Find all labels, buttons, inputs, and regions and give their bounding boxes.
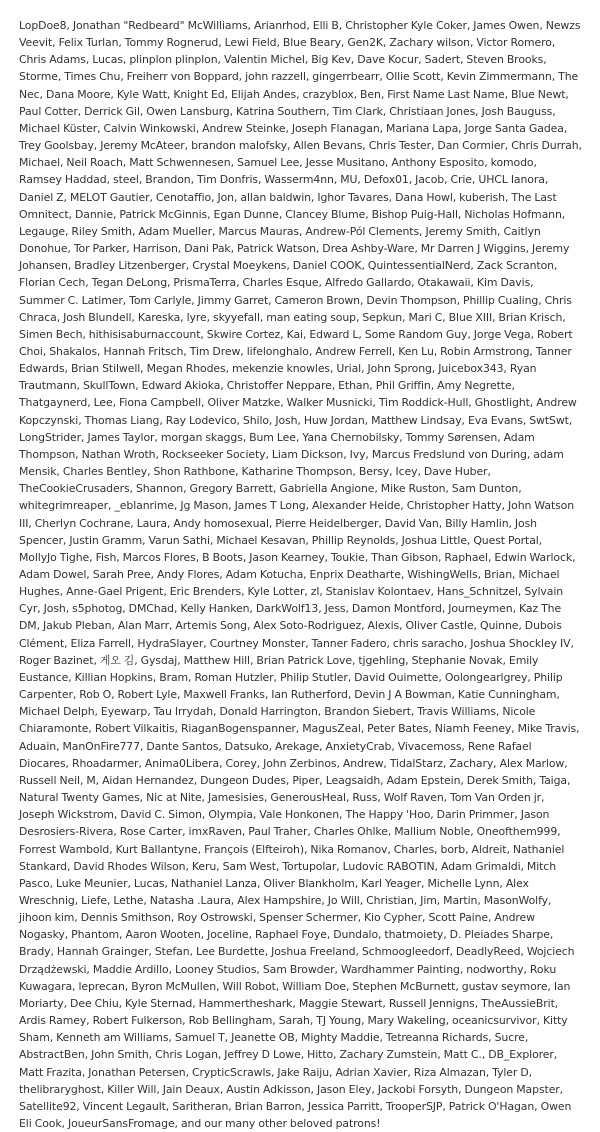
patron-list-paragraph: LopDoe8, Jonathan "Redbeard" McWilliams, Arianrhod, Elli B, Christopher Kyle Coker, James Owen, Newzs Veevit, Felix Turlan, Tommy Rognerud, Lewi Field, Blue Beary, Gen2K, Zachary wilson, Victor Romero, Chris Adams, Lucas, plinplon plinplon, Valentin Michel, Big Kev, Dave Kocur, Sadert, Steven Brooks, Storme, Times Chu, Freiherr von Boppard, john razzell, gingerrbearr, Ollie Scott, Kevin Zimmermann, The Nec, Dana Moore, Kyle Watt, Knight Ed, Elijah Andes, crazyblox, Ben, First Name Last Name, Blue Newt, Paul Cotter, Derrick Gil, Owen Lansburg, Katrina Southern, Tim Clark, Christiaan Jones, Josh Bauguss, Michael Küster, Calvin Winkowski, Andrew Steinke, Joseph Flanagan, Mariana Lapa, Jorge Santa Gadea, Trey Goolsbay, Jeremy McAteer, brandon malofsky, Allen Bevans, Chris Tester, Dan Cormier, Chris Durrah, Michael, Neil Roach, Matt Schwennesen, Samuel Lee, Jesse Musitano, Anthony Esposito, komodo, Ramsey Haddad, steel, Brandon, Tim Donfris, Wasserm4nn, MU, Defox01, Jacob, Crie, UHCL Ianora, Daniel Z, MELOT Gautier, Cenotaffio, Jon, allan baldwin, Ighor Tavares, Dana Howl, kuberish, The Last Omnitect, Dannie, Patrick McGinnis, Egan Dunne, Clancey Blume, Bishop Puig-Hall, Nicholas Hofmann, Legauge, Riley Smith, Adam Mueller, Marcus Mauras, Andrew-Pól Clements, Jeremy Smith, Caitlyn Donohue, Tor Parker, Harrison, Dani Pak, Patrick Watson, Drea Ashby-Ware, Mr Darren J Wiggins, Jeremy Johansen, Bradley Litzenberger, Crystal Moeykens, Daniel COOK, QuintessentialNerd, Zack Scranton, Florian Cech, Tegan DeLong, PrismaTerra, Charles Esque, Alfredo Gallardo, Otakawaii, Kim Davis, Summer C. Latimer, Tom Carlyle, Jimmy Garret, Cameron Brown, Devin Thompson, Phillip Cualing, Chris Chraca, Josh Blundell, Kareska, lyre, skyyefall, man eating soup, Sepkun, Mari C, Blue XIII, Brian Krisch, Simen Bech, hithisisaburnaccount, Skwire Cortez, Kai, Edward L, Some Random Guy, Jorge Vega, Robert Choi, Shakalos, Hannah Fritsch, Tim Drew, lifelonghalo, Andrew Ferrell, Ken Lu, Robin Armstrong, Tanner Edwards, Brian Stilwell, Megan Rhodes, mekenzie knowles, Urial, John Sprong, Juicebox343, Ryan Trautmann, SkullTown, Edward Akioka, Christoffer Neppare, Ethan, Phil Griffin, Amy Negrette, Thatgaynerd, Lee, Fiona Campbell, Oliver Matzke, Walker Musnicki, Tim Roddick-Hull, Ghostlight, Andrew Kopczynski, Thomas Liang, Ray Lodevico, Shilo, Josh, Huw Jordan, Matthew Lindsay, Eva Evans, SwtSwt, LongStrider, James Taylor, morgan skaggs, Bum Lee, Yana Chernobilsky, Tommy Sørensen, Adam Thompson, Nathan Wroth, Rockseeker Society, Liam Dickson, Ivy, Marcus Fredslund von During, adam Mensik, Charles Bentley, Shon Rathbone, Katharine Thompson, Bersy, Icey, Dave Huber, TheCookieCrusaders, Shannon, Gregory Barrett, Gabriella Angione, Mike Ruston, Sam Dunton, whitegrimreaper, _eblanrime, Jg Mason, James T Long, Alexander Heide, Christopher Hatty, John Watson III, Cherlyn Cochrane, Laura, Andy homosexual, Pierre Heidelberger, David Van, Billy Hamlin, Josh Spencer, Justin Gramm, Varun Sathi, Michael Kesavan, Phillip Reynolds, Joshua Little, Quest Portal, MollyJo Tighe, Fish, Marcos Flores, B Boots, Jason Kearney, Toukie, Than Gibson, Raphael, Edwin Warlock, Adam Dowel, Sarah Pree, Andy Flores, Adam Kotucha, Enprix Deatharte, WishingWells, Brian, Michael Hughes, Anne-Gael Prigent, Eric Brenders, Kyle Lotter, zl, Stanislav Kolontaev, Hans_Schnitzel, Sylvain Cyr, Josh, s5photog, DMChad, Kelly Hanken, DarkWolf13, Jess, Damon Montford, Journeymen, Kaz The DM, Jakub Pleban, Alan Marr, Artemis Song, Alex Soto-Rodriguez, Alexis, Oliver Castle, Quinne, Dubois Clément, Eliza Farrell, HydraSlayer, Courtney Monster, Tanner Fadero, chris saracho, Joshua Shockley IV, Roger Bazinet, 게오 김, Gysdaj, Matthew Hill, Brian Patrick Love, tjgehling, Stephanie Novak, Emily Eustance, Killian Hopkins, Bram, Roman Hutzler, Philip Stutler, David Ouimette, Oolongearlgrey, Philip Carpenter, Rob O, Robert Lyle, Maxwell Franks, Ian Rutherford, Devin J A Bowman, Katie Cunningham, Michael Delph, Eyewarp, Tau Irrydah, Donald Harrington, Brandon Siebert, Travis Williams, Nicole Chiaramonte, Robert Vilkaitis, RiaganBogenspanner, MagusZeal, Peter Bates, Niamh Feeney, Mike Travis, Aduain, ManOnFire777, Dante Santos, Datsuko, Arekage, AnxietyCrab, Vivacemoss, Rene Rafael Diocares, Rhoadarmer, Anima0Libera, Corey, John Zerbinos, Andrew, TidalStarz, Zachary, Alex Marlow, Russell Neil, M, Aidan Hernandez, Dungeon Dudes, Piper, Leagsaidh, Adam Epstein, Derek Smith, Taiga, Natural Twenty Games, Nic at Nite, Jamesisies, GenerousHeal, Russ, Wolf Raven, Tom Van Orden jr, Joseph Wickstrom, David C. Simon, Olympia, Vale Honkonen, The Happy 'Hoo, Darin Primmer, Jason Desrosiers-Rivera, Rose Carter, imxRaven, Paul Traher, Charles Ohlke, Mallium Noble, Oneofthem999, Forrest Wambold, Kurt Ballantyne, François (Elfteiroh), Nika Romanov, Charles, borb, Aldreit, Nathaniel Stankard, David Rhodes Wilson, Keru, Sam West, Tortupolar, Ludovic RABOTIN, Adam Grimaldi, Mitch Pasco, Luke Meunier, Lucas, Nathaniel Lanza, Oliver Blankholm, Karl Yeager, Michelle Lynn, Alex Wreschnig, Liefe, Lethe, Natasha .Laura, Alex Hampshire, Jo Will, Christian, Jim, Martin, MasonWolfy, jihoon kim, Dennis Smithson, Roy Ostrowski, Spenser Schermer, Kio Cypher, Scott Paine, Andrew Nogasky, Phantom, Aaron Wooten, Joceline, Raphael Foye, Dundalo, thatmoiety, D. Pleiades Sharpe, Brady, Hannah Grainger, Stefan, Lee Burdette, Joshua Freeland, Schmoogleedorf, DeadlyReed, Wojciech Drządżewski, Maddie Ardillo, Looney Studios, Sam Browder, Wardhammer Painting, nodworthy, Roku Kuwagara, leprecan, Byron McMullen, Will Robot, William Doe, Stephen McBurnett, gustav seymore, Ian Moriarty, Dee Chiu, Kyle Sternad, Hammertheshark, Maggie Stewart, Russell Jennigns, TheAussieBrit, Ardis Ramey, Robert Fulkerson, Rob Bellingham, Sarah, TJ Young, Mary Wakeling, oceanicsurvivor, Kitty Sham, Kenneth am Williams, Samuel T, Jeanette OB, Mighty Maddie, Tetreanna Richards, Sucre, AbstractBen, John Smith, Chris Logan, Jeffrey D Lowe, Hitto, Zachary Zumstein, Matt C., DB_Explorer, Matt Frazita, Jonathan Petersen, CrypticScrawls, Jake Raiju, Adrian Xavier, Riza Almazan, Tyler D, thelibraryghost, Killer Will, Jain Deaux, Austin Adkisson, Jason Eley, Jackobi Forsyth, Dungeon Mapster, Satellite92, Vincent Legault, Saritheran, Brian Barron, Jessica Parritt, TrooperSJP, Patrick O'Hagan, Owen Eli Cook, JoueurSansFromage, and our many other beloved patrons! xyxy=(19,19,582,1130)
